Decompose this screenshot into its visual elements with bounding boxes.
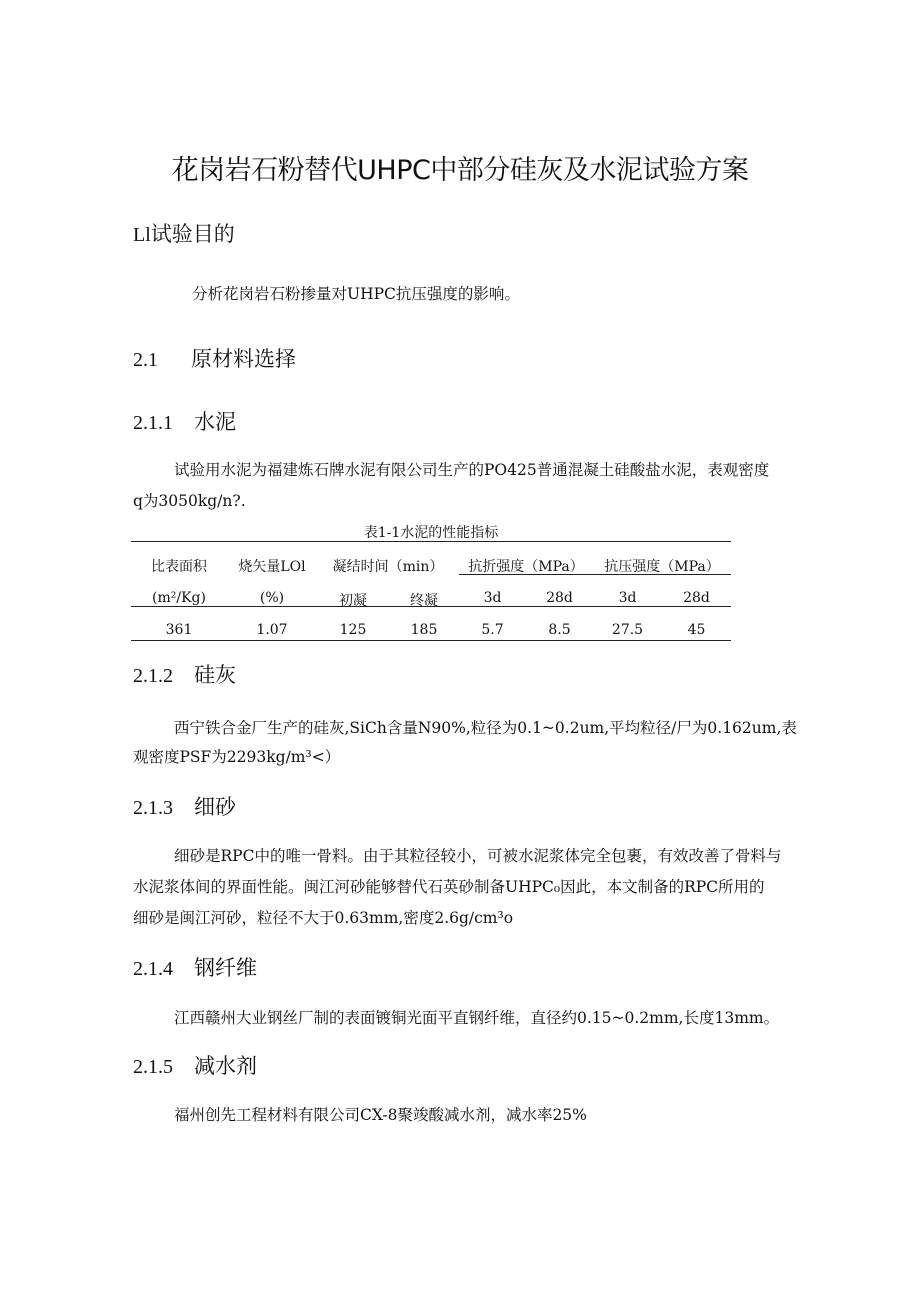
table-cell: 1.07	[256, 622, 288, 638]
section-number: 2.1.1	[133, 412, 173, 434]
table-header: 抗压强度（MPa）	[604, 559, 720, 575]
table-cell: 185	[410, 622, 438, 638]
table-subheader: 3d	[483, 590, 502, 606]
table-cell: 125	[339, 622, 367, 638]
sand-text-line-2: 水泥浆体间的界面性能。闽江河砂能够替代石英砂制备UHPC₀因此，本文制备的RPC所用的	[133, 878, 765, 896]
section-number: Ll	[133, 224, 151, 246]
section-2-1-2-heading	[133, 659, 236, 689]
table-subheader: (%)	[259, 590, 285, 606]
table-subheader: (m²/Kg)	[152, 590, 206, 606]
table-header: 抗折强度（MPa）	[468, 559, 584, 575]
section-title: 减水剂	[194, 1054, 257, 1078]
table-cell: 45	[687, 622, 706, 638]
section-number: 2.1.3	[133, 797, 173, 819]
section-1-text: 分析花岗岩石粉掺量对UHPC抗压强度的影响。	[192, 285, 520, 303]
section-title: 原材料选择	[191, 347, 296, 371]
section-number: 2.1.2	[133, 665, 173, 687]
section-2-1-5-heading	[133, 1050, 257, 1080]
reducer-text-line-1: 福州创先工程材料有限公司CX-8聚竣酸减水剂，减水率25%	[174, 1106, 587, 1124]
sand-text-line-1: 细砂是RPC中的唯一骨料。由于其粒径较小，可被水泥浆体完全包裹，有效改善了骨料与	[174, 847, 782, 865]
cement-text-line-2: q为3050kg∕n?.	[133, 492, 246, 510]
table-header-rule	[131, 606, 731, 607]
section-title: 试验目的	[150, 222, 235, 246]
silica-text-line-1: 西宁铁合金厂生产的硅灰,SiCh含量N90%,粒径为0.1~0.2um,平均粒径/尸为0.162um,表	[174, 719, 797, 737]
table-header: 凝结时间（min）	[332, 559, 444, 575]
section-2-1-heading	[133, 343, 296, 373]
silica-text-line-2: 观密度PSF为2293kg∕m³<）	[133, 748, 341, 766]
table-cell: 5.7	[481, 622, 504, 638]
section-title: 钢纤维	[194, 956, 257, 980]
cement-text-line-1: 试验用水泥为福建炼石牌水泥有限公司生产的PO425普通混凝土硅酸盐水泥，表观密度	[174, 461, 770, 479]
table-cell: 27.5	[611, 622, 644, 638]
table-bottom-rule	[131, 640, 731, 641]
section-number: 2.1.5	[133, 1056, 173, 1078]
table-subheader: 初凝	[339, 593, 367, 609]
table-header: 比表面积	[151, 559, 207, 575]
section-2-1-3-heading	[133, 791, 236, 821]
section-number: 2.1	[133, 349, 158, 371]
table-subheader: 终凝	[410, 593, 438, 609]
table-subheader: 28d	[546, 590, 573, 606]
document-title: 花岗岩石粉替代UHPC中部分硅灰及水泥试验方案	[171, 155, 749, 186]
table-subheader: 28d	[683, 590, 710, 606]
table-top-rule	[131, 541, 731, 542]
section-title: 细砂	[194, 795, 236, 819]
table-cell: 361	[165, 622, 193, 638]
table-cell: 8.5	[548, 622, 571, 638]
sand-text-line-3: 细砂是闽江河砂，粒径不大于0.63mm,密度2.6g∕cm³o	[133, 909, 514, 927]
section-2-1-1-heading	[133, 406, 236, 436]
table-caption: 表1-1水泥的性能指标	[363, 525, 499, 541]
table-subheader: 3d	[618, 590, 637, 606]
table-group-rule	[459, 574, 731, 575]
section-number: 2.1.4	[133, 958, 173, 980]
section-title: 水泥	[194, 410, 236, 434]
table-header: 烧矢量LOl	[238, 559, 306, 575]
section-1-heading	[133, 218, 235, 248]
fiber-text-line-1: 江西赣州大业钢丝厂制的表面镀铜光面平直钢纤维，直径约0.15~0.2mm,长度13mm。	[174, 1009, 780, 1027]
section-title: 硅灰	[194, 663, 236, 687]
section-2-1-4-heading	[133, 952, 257, 982]
